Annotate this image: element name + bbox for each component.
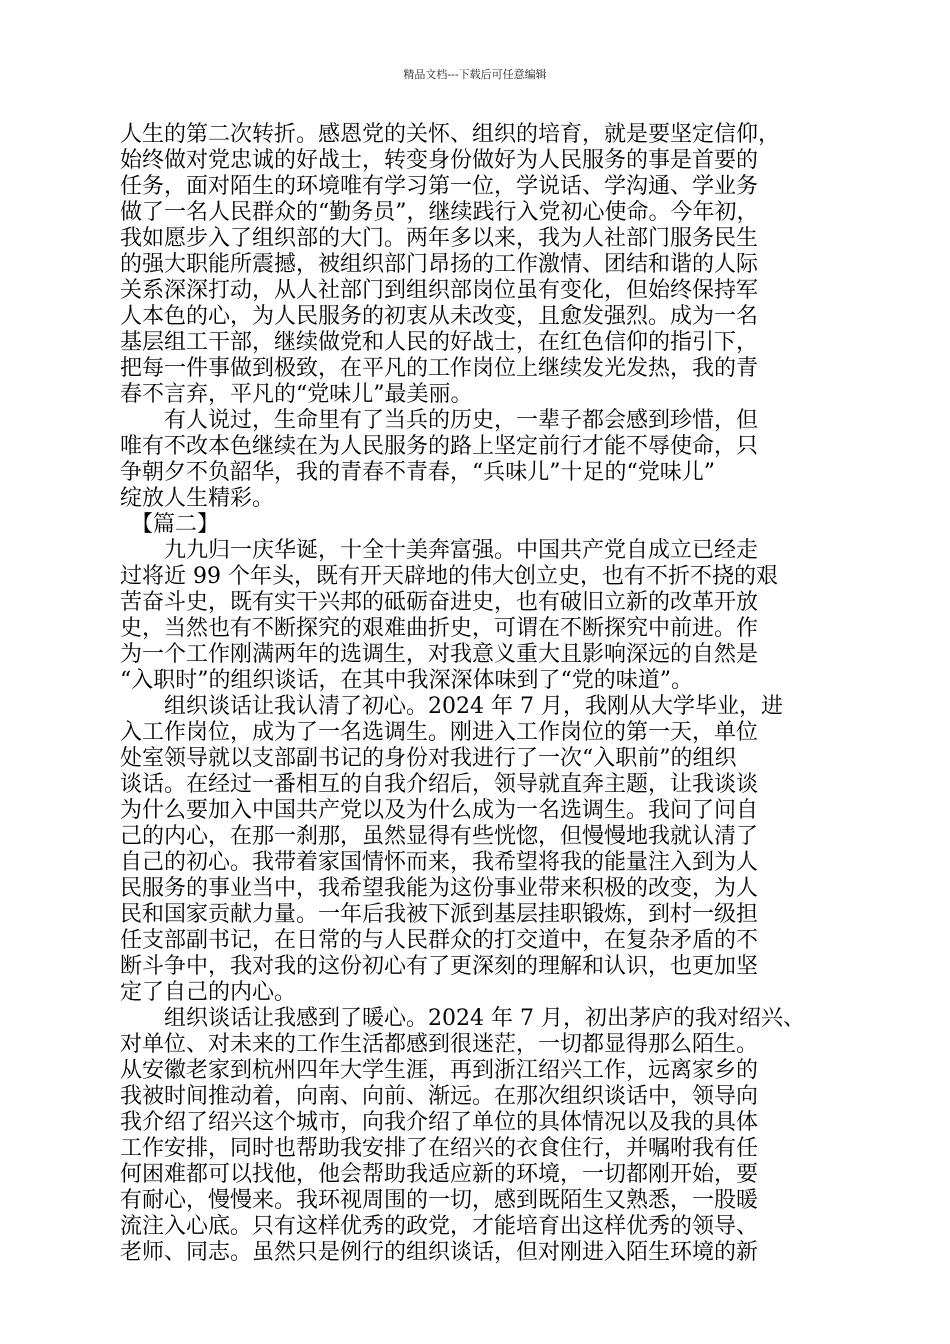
text-line: 【篇二】	[120, 512, 220, 537]
text-line: 关系深深打动，从人社部门到组织部岗位虽有变化，但始终保持军	[120, 278, 759, 303]
text-line: 我被时间推动着，向南、向前、渐远。在那次组织谈话中，领导向	[120, 1084, 759, 1109]
text-line: 过将近 99 个年头，既有开天辟地的伟大创立史，也有不折不挠的艰	[120, 564, 778, 589]
text-line: 民服务的事业当中，我希望我能为这份事业带来积极的改变，为人	[120, 876, 759, 901]
text-line: 自己的初心。我带着家国情怀而来，我希望将我的能量注入到为人	[120, 850, 759, 875]
text-line: 何困难都可以找他，他会帮助我适应新的环境，一切都刚开始，要	[120, 1162, 759, 1187]
text-line: 苦奋斗史，既有实干兴邦的砥砺奋进史，也有破旧立新的改革开放	[120, 590, 759, 615]
text-line: 为一个工作刚满两年的选调生，对我意义重大且影响深远的自然是	[120, 642, 759, 667]
document-body	[120, 122, 832, 1266]
text-line: 把每一件事做到极致，在平凡的工作岗位上继续发光发热，我的青	[120, 356, 759, 381]
text-line: 始终做对党忠诚的好战士，转变身份做好为人民服务的事是首要的	[120, 148, 759, 173]
text-line: 的强大职能所震撼，被组织部门昂扬的工作激情、团结和谐的人际	[120, 252, 759, 277]
text-line: 组织谈话让我感到了暖心。2024 年 7 月，初出茅庐的我对绍兴、	[120, 1006, 805, 1031]
text-line: 史，当然也有不断探究的艰难曲折史，可谓在不断探究中前进。作	[120, 616, 759, 641]
text-line: 从安徽老家到杭州四年大学生涯，再到浙江绍兴工作，远离家乡的	[120, 1058, 759, 1083]
text-line: 民和国家贡献力量。一年后我被下派到基层挂职锻炼，到村一级担	[120, 902, 759, 927]
text-line: 我介绍了绍兴这个城市，向我介绍了单位的具体情况以及我的具体	[120, 1110, 759, 1135]
text-line: 定了自己的内心。	[120, 980, 297, 1005]
text-line: 流注入心底。只有这样优秀的政党，才能培育出这样优秀的领导、	[120, 1214, 759, 1239]
text-line: 老师、同志。虽然只是例行的组织谈话，但对刚进入陌生环境的新	[120, 1240, 759, 1265]
text-line: 九九归一庆华诞，十全十美奔富强。中国共产党自成立已经走	[120, 538, 759, 563]
text-line: 有人说过，生命里有了当兵的历史，一辈子都会感到珍惜，但	[120, 408, 759, 433]
text-line: 任务，面对陌生的环境唯有学习第一位，学说话、学沟通、学业务	[120, 174, 759, 199]
text-line: 谈话。在经过一番相互的自我介绍后，领导就直奔主题，让我谈谈	[120, 772, 759, 797]
text-line: 为什么要加入中国共产党以及为什么成为一名选调生。我问了问自	[120, 798, 759, 823]
text-line: 争朝夕不负韶华，我的青春不青春，“兵味儿”十足的“党味儿”	[120, 460, 715, 485]
text-line: 春不言弃，平凡的“党味儿”最美丽。	[120, 382, 473, 407]
text-line: 入工作岗位，成为了一名选调生。刚进入工作岗位的第一天，单位	[120, 720, 759, 745]
text-line: 基层组工干部，继续做党和人民的好战士，在红色信仰的指引下，	[120, 330, 759, 355]
text-line: 做了一名人民群众的“勤务员”，继续践行入党初心使命。今年初，	[120, 200, 759, 225]
text-line: 对单位、对未来的工作生活都感到很迷茫，一切都显得那么陌生。	[120, 1032, 759, 1057]
text-line: 工作安排，同时也帮助我安排了在绍兴的衣食住行，并嘱咐我有任	[120, 1136, 759, 1161]
page-header: 精品文档---下载后可任意编辑	[403, 68, 547, 81]
text-line: 唯有不改本色继续在为人民服务的路上坚定前行才能不辱使命，只	[120, 434, 759, 459]
text-line: 我如愿步入了组织部的大门。两年多以来，我为人社部门服务民生	[120, 226, 759, 251]
text-line: 己的内心，在那一刹那，虽然显得有些恍惚，但慢慢地我就认清了	[120, 824, 759, 849]
text-line: 处室领导就以支部副书记的身份对我进行了一次“入职前”的组织	[120, 746, 737, 771]
text-line: 断斗争中，我对我的这份初心有了更深刻的理解和认识，也更加坚	[120, 954, 759, 979]
text-line: “入职时”的组织谈话，在其中我深深体味到了“党的味道”。	[120, 668, 693, 693]
text-line: 人本色的心，为人民服务的初衷从未改变，且愈发强烈。成为一名	[120, 304, 759, 329]
text-line: 组织谈话让我认清了初心。2024 年 7 月，我刚从大学毕业，进	[120, 694, 783, 719]
text-line: 任支部副书记，在日常的与人民群众的打交道中，在复杂矛盾的不	[120, 928, 759, 953]
text-line: 人生的第二次转折。感恩党的关怀、组织的培育，就是要坚定信仰，	[120, 122, 781, 147]
text-line: 有耐心，慢慢来。我环视周围的一切，感到既陌生又熟悉，一股暖	[120, 1188, 759, 1213]
text-line: 绽放人生精彩。	[120, 486, 275, 511]
